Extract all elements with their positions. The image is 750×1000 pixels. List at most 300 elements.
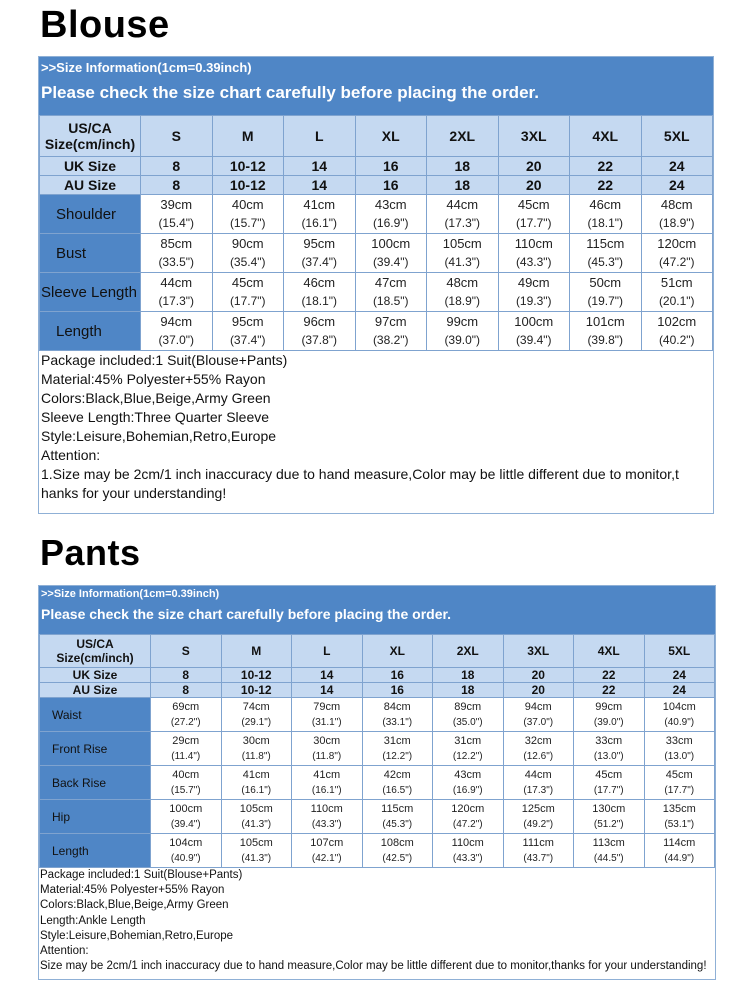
inch-value: (37.4") [301, 255, 338, 269]
size-header-label [40, 635, 151, 668]
cm-value: 101cm [585, 314, 625, 329]
uk-size-cell: 22 [574, 668, 645, 683]
measurement-cell [362, 732, 433, 766]
size-header-cell: L [284, 116, 356, 157]
inch-value: (40.2") [658, 333, 695, 347]
measurement-cell [644, 732, 715, 766]
measurement-cell [355, 234, 427, 273]
cm-value: 44cm [524, 768, 552, 781]
au-size-cell: 22 [574, 683, 645, 698]
size-header-cell: 3XL [498, 116, 570, 157]
pants-notes [39, 868, 715, 974]
au-size-cell: 24 [641, 176, 713, 195]
inch-value: (18.1") [301, 294, 338, 308]
inch-value: (17.3") [523, 784, 554, 796]
inch-value: (27.2") [170, 716, 201, 728]
inch-value: (16.9") [452, 784, 483, 796]
cm-value: 29cm [172, 734, 200, 747]
inch-value: (31.1") [311, 716, 342, 728]
uk-size-cell: 20 [498, 157, 570, 176]
inch-value: (37.0") [523, 716, 554, 728]
pants-size-info-text: >>Size Information(1cm=0.39inch) [41, 588, 220, 600]
note-line: Package included:1 Suit(Blouse+Pants) [40, 869, 243, 881]
au-size-label: AU Size [40, 176, 141, 195]
measurement-cell [362, 698, 433, 732]
cm-value: 94cm [160, 314, 193, 329]
cm-value: 39cm [160, 197, 193, 212]
size-header-cell: 5XL [641, 116, 713, 157]
cm-value: 100cm [514, 314, 554, 329]
measurement-cell [362, 834, 433, 868]
measurement-cell [151, 800, 222, 834]
au-size-cell: 16 [362, 683, 433, 698]
measurement-row [40, 834, 715, 868]
uk-size-row [40, 668, 715, 683]
au-size-cell: 10-12 [212, 176, 284, 195]
measurement-label: Length [40, 834, 151, 868]
cm-value: 79cm [313, 700, 341, 713]
inch-value: (29.1") [241, 716, 272, 728]
measurement-row [40, 732, 715, 766]
measurement-cell [141, 273, 213, 312]
cm-value: 97cm [374, 314, 407, 329]
measurement-cell [355, 195, 427, 234]
cm-value: 41cm [303, 197, 336, 212]
measurement-row [40, 273, 713, 312]
pants-size-chart [38, 585, 716, 980]
cm-value: 74cm [242, 700, 270, 713]
pants-section-title: Pants [40, 532, 141, 573]
measurement-cell [221, 834, 292, 868]
inch-value: (12.6") [523, 750, 554, 762]
cm-value: 45cm [517, 197, 550, 212]
cm-value: 45cm [595, 768, 623, 781]
cm-value: 110cm [514, 236, 553, 251]
inch-value: (43.3") [311, 818, 342, 830]
cm-value: 44cm [160, 275, 193, 290]
inch-value: (39.8") [587, 333, 624, 347]
inch-value: (37.8") [301, 333, 338, 347]
au-size-cell: 18 [433, 683, 504, 698]
size-unit-label: Size(cm/inch) [44, 136, 136, 152]
measurement-row [40, 234, 713, 273]
cm-value: 113cm [592, 836, 625, 849]
cm-value: 110cm [451, 836, 484, 849]
cm-value: 105cm [239, 836, 273, 849]
cm-value: 30cm [242, 734, 270, 747]
cm-value: 90cm [231, 236, 264, 251]
size-header-cell: 3XL [503, 635, 574, 668]
measurement-cell [503, 698, 574, 732]
au-size-row [40, 683, 715, 698]
cm-value: 47cm [374, 275, 407, 290]
inch-value: (17.7") [229, 294, 266, 308]
au-size-cell: 16 [355, 176, 427, 195]
inch-value: (17.7") [593, 784, 624, 796]
size-header-cell: 2XL [427, 116, 499, 157]
inch-value: (17.7") [515, 216, 552, 230]
uk-size-label: UK Size [40, 668, 151, 683]
cm-value: 95cm [231, 314, 264, 329]
size-header-cell: XL [355, 116, 427, 157]
au-size-cell: 14 [292, 683, 363, 698]
measurement-cell [574, 732, 645, 766]
inch-value: (16.5") [382, 784, 413, 796]
cm-value: 100cm [169, 802, 203, 815]
pants-check-notice: Please check the size chart carefully before placing the order. [41, 606, 452, 622]
measurement-row [40, 312, 713, 351]
inch-value: (18.9") [658, 216, 695, 230]
measurement-cell [141, 312, 213, 351]
uk-size-cell: 22 [570, 157, 642, 176]
inch-value: (18.1") [587, 216, 624, 230]
inch-value: (18.9") [444, 294, 481, 308]
measurement-cell [644, 766, 715, 800]
au-size-cell: 22 [570, 176, 642, 195]
inch-value: (39.0") [593, 716, 624, 728]
measurement-cell [151, 766, 222, 800]
inch-value: (38.2") [372, 333, 409, 347]
cm-value: 45cm [231, 275, 264, 290]
measurement-cell [641, 195, 713, 234]
uk-size-cell: 24 [644, 668, 715, 683]
measurement-cell [570, 195, 642, 234]
measurement-cell [498, 312, 570, 351]
cm-value: 51cm [660, 275, 693, 290]
note-line: Material:45% Polyester+55% Rayon [41, 371, 266, 387]
measurement-cell [355, 312, 427, 351]
measurement-cell [212, 234, 284, 273]
cm-value: 99cm [595, 700, 623, 713]
cm-value: 43cm [454, 768, 482, 781]
size-header-cell: M [212, 116, 284, 157]
measurement-label: Length [40, 312, 141, 351]
pants-size-table [39, 634, 715, 868]
measurement-cell [292, 766, 363, 800]
inch-value: (41.3") [444, 255, 481, 269]
cm-value: 84cm [383, 700, 411, 713]
uk-size-cell: 18 [427, 157, 499, 176]
cm-value: 105cm [442, 236, 482, 251]
inch-value: (15.4") [158, 216, 195, 230]
size-header-row [40, 116, 713, 157]
uk-size-cell: 10-12 [221, 668, 292, 683]
measurement-cell [284, 195, 356, 234]
blouse-chart-header [39, 57, 713, 115]
measurement-cell [433, 800, 504, 834]
inch-value: (42.1") [311, 852, 342, 864]
size-header-row [40, 635, 715, 668]
cm-value: 46cm [589, 197, 622, 212]
inch-value: (45.3") [382, 818, 413, 830]
measurement-cell [151, 732, 222, 766]
measurement-cell [574, 800, 645, 834]
inch-value: (35.0") [452, 716, 483, 728]
measurement-label: Waist [40, 698, 151, 732]
measurement-row [40, 698, 715, 732]
au-size-label: AU Size [40, 683, 151, 698]
measurement-cell [498, 234, 570, 273]
measurement-cell [570, 312, 642, 351]
measurement-cell [641, 312, 713, 351]
measurement-cell [433, 766, 504, 800]
measurement-cell [292, 698, 363, 732]
note-line: Style:Leisure,Bohemian,Retro,Europe [40, 929, 234, 942]
note-line: Attention: [41, 447, 101, 463]
note-line: Package included:1 Suit(Blouse+Pants) [41, 352, 288, 368]
cm-value: 41cm [242, 768, 270, 781]
uk-size-cell: 14 [292, 668, 363, 683]
cm-value: 115cm [586, 236, 625, 251]
cm-value: 50cm [589, 275, 622, 290]
inch-value: (16.1") [301, 216, 338, 230]
measurement-cell [221, 800, 292, 834]
cm-value: 120cm [657, 236, 697, 251]
inch-value: (39.4") [170, 818, 201, 830]
uk-size-cell: 16 [355, 157, 427, 176]
cm-value: 111cm [522, 836, 554, 849]
blouse-notes [39, 351, 713, 503]
note-line: Sleeve Length:Three Quarter Sleeve [41, 409, 270, 425]
inch-value: (11.8") [312, 750, 342, 762]
inch-value: (39.4") [515, 333, 552, 347]
cm-value: 42cm [383, 768, 411, 781]
cm-value: 120cm [451, 802, 485, 815]
inch-value: (16.9") [372, 216, 409, 230]
note-line: hanks for your understanding! [41, 485, 227, 501]
blouse-size-table [39, 115, 713, 351]
us-ca-label: US/CA [68, 120, 112, 136]
cm-value: 31cm [454, 734, 482, 747]
measurement-cell [570, 273, 642, 312]
uk-size-cell: 10-12 [212, 157, 284, 176]
uk-size-label: UK Size [40, 157, 141, 176]
cm-value: 104cm [169, 836, 203, 849]
uk-size-cell: 16 [362, 668, 433, 683]
uk-size-cell: 20 [503, 668, 574, 683]
inch-value: (12.2") [452, 750, 483, 762]
measurement-cell [433, 834, 504, 868]
measurement-cell [570, 234, 642, 273]
size-header-cell: S [151, 635, 222, 668]
cm-value: 43cm [374, 197, 407, 212]
inch-value: (40.9") [170, 852, 201, 864]
measurement-cell [292, 732, 363, 766]
inch-value: (47.2") [452, 818, 483, 830]
measurement-cell [641, 234, 713, 273]
measurement-cell [221, 732, 292, 766]
au-size-cell: 18 [427, 176, 499, 195]
uk-size-cell: 24 [641, 157, 713, 176]
measurement-label: Hip [40, 800, 151, 834]
inch-value: (17.7") [664, 784, 695, 796]
cm-value: 31cm [383, 734, 411, 747]
measurement-cell [141, 234, 213, 273]
cm-value: 114cm [663, 836, 696, 849]
inch-value: (39.4") [372, 255, 409, 269]
blouse-size-chart [38, 56, 714, 514]
size-header-cell: 4XL [570, 116, 642, 157]
cm-value: 40cm [172, 768, 200, 781]
cm-value: 49cm [517, 275, 550, 290]
cm-value: 33cm [665, 734, 693, 747]
measurement-cell [151, 834, 222, 868]
cm-value: 130cm [592, 802, 626, 815]
measurement-cell [151, 698, 222, 732]
inch-value: (19.7") [587, 294, 624, 308]
measurement-cell [362, 800, 433, 834]
measurement-cell [221, 698, 292, 732]
measurement-row [40, 800, 715, 834]
measurement-cell [212, 312, 284, 351]
inch-value: (45.3") [587, 255, 624, 269]
note-line: Attention: [40, 945, 89, 958]
measurement-cell [427, 195, 499, 234]
inch-value: (43.3") [515, 255, 552, 269]
uk-size-cell: 14 [284, 157, 356, 176]
cm-value: 30cm [313, 734, 341, 747]
cm-value: 89cm [454, 700, 482, 713]
measurement-cell [641, 273, 713, 312]
pants-chart-header [39, 586, 715, 634]
cm-value: 125cm [521, 802, 555, 815]
cm-value: 96cm [303, 314, 336, 329]
inch-value: (53.1") [664, 818, 695, 830]
cm-value: 32cm [524, 734, 552, 747]
inch-value: (44.5") [593, 852, 624, 864]
size-unit-label: Size(cm/inch) [56, 651, 134, 665]
cm-value: 33cm [595, 734, 623, 747]
measurement-cell [212, 273, 284, 312]
cm-value: 99cm [446, 314, 479, 329]
note-line: Colors:Black,Blue,Beige,Army Green [40, 899, 229, 912]
inch-value: (19.3") [515, 294, 552, 308]
inch-value: (43.7") [523, 852, 554, 864]
measurement-label: Sleeve Length [40, 273, 141, 312]
cm-value: 108cm [380, 836, 414, 849]
measurement-cell [503, 766, 574, 800]
measurement-cell [433, 732, 504, 766]
inch-value: (47.2") [658, 255, 695, 269]
measurement-cell [644, 834, 715, 868]
measurement-cell [427, 234, 499, 273]
inch-value: (37.0") [158, 333, 195, 347]
au-size-cell: 14 [284, 176, 356, 195]
inch-value: (11.4") [171, 750, 201, 762]
measurement-cell [141, 195, 213, 234]
measurement-row [40, 766, 715, 800]
inch-value: (20.1") [658, 294, 695, 308]
cm-value: 104cm [662, 700, 696, 713]
inch-value: (15.7") [170, 784, 201, 796]
note-line: Style:Leisure,Bohemian,Retro,Europe [41, 428, 277, 444]
cm-value: 105cm [239, 802, 273, 815]
cm-value: 95cm [303, 236, 336, 251]
uk-size-cell: 8 [151, 668, 222, 683]
inch-value: (35.4") [229, 255, 266, 269]
size-header-cell: S [141, 116, 213, 157]
blouse-size-info-text: >>Size Information(1cm=0.39inch) [41, 60, 252, 75]
inch-value: (39.0") [444, 333, 481, 347]
blouse-section-title: Blouse [40, 4, 170, 46]
inch-value: (16.1") [241, 784, 272, 796]
note-line: Material:45% Polyester+55% Rayon [40, 884, 225, 897]
cm-value: 94cm [524, 700, 552, 713]
au-size-cell: 24 [644, 683, 715, 698]
measurement-cell [498, 195, 570, 234]
measurement-cell [503, 732, 574, 766]
measurement-cell [574, 766, 645, 800]
inch-value: (13.0") [593, 750, 624, 762]
blouse-check-notice: Please check the size chart carefully before placing the order. [41, 83, 539, 102]
size-header-cell: 2XL [433, 635, 504, 668]
inch-value: (44.9") [664, 852, 695, 864]
size-header-label [40, 116, 141, 157]
inch-value: (15.7") [229, 216, 266, 230]
inch-value: (16.1") [311, 784, 342, 796]
uk-size-cell: 8 [141, 157, 213, 176]
measurement-label: Bust [40, 234, 141, 273]
measurement-cell [433, 698, 504, 732]
inch-value: (42.5") [382, 852, 413, 864]
cm-value: 69cm [172, 700, 200, 713]
measurement-cell [427, 312, 499, 351]
cm-value: 41cm [313, 768, 341, 781]
measurement-cell [284, 234, 356, 273]
cm-value: 135cm [662, 802, 696, 815]
inch-value: (13.0") [664, 750, 695, 762]
inch-value: (37.4") [229, 333, 266, 347]
measurement-cell [284, 273, 356, 312]
cm-value: 45cm [665, 768, 693, 781]
size-header-cell: XL [362, 635, 433, 668]
measurement-label: Back Rise [40, 766, 151, 800]
au-size-cell: 8 [151, 683, 222, 698]
au-size-cell: 8 [141, 176, 213, 195]
inch-value: (40.9") [664, 716, 695, 728]
measurement-cell [221, 766, 292, 800]
measurement-cell [503, 800, 574, 834]
note-line: Size may be 2cm/1 inch inaccuracy due to hand measure,Color may be little different due to monitor,thanks for your understanding! [40, 960, 707, 973]
au-size-cell: 10-12 [221, 683, 292, 698]
inch-value: (33.5") [158, 255, 195, 269]
inch-value: (17.3") [444, 216, 481, 230]
inch-value: (41.3") [241, 818, 272, 830]
measurement-cell [644, 698, 715, 732]
measurement-cell [644, 800, 715, 834]
us-ca-label: US/CA [76, 637, 114, 651]
size-header-cell: L [292, 635, 363, 668]
measurement-cell [292, 834, 363, 868]
size-header-cell: M [221, 635, 292, 668]
cm-value: 48cm [446, 275, 479, 290]
inch-value: (11.8") [241, 750, 271, 762]
cm-value: 48cm [660, 197, 693, 212]
inch-value: (18.5") [372, 294, 409, 308]
measurement-cell [362, 766, 433, 800]
measurement-row [40, 195, 713, 234]
note-line: Colors:Black,Blue,Beige,Army Green [41, 390, 271, 406]
au-size-row [40, 176, 713, 195]
uk-size-cell: 18 [433, 668, 504, 683]
size-header-cell: 4XL [574, 635, 645, 668]
measurement-cell [503, 834, 574, 868]
cm-value: 85cm [160, 236, 193, 251]
au-size-cell: 20 [498, 176, 570, 195]
inch-value: (12.2") [382, 750, 413, 762]
size-header-cell: 5XL [644, 635, 715, 668]
measurement-label: Front Rise [40, 732, 151, 766]
